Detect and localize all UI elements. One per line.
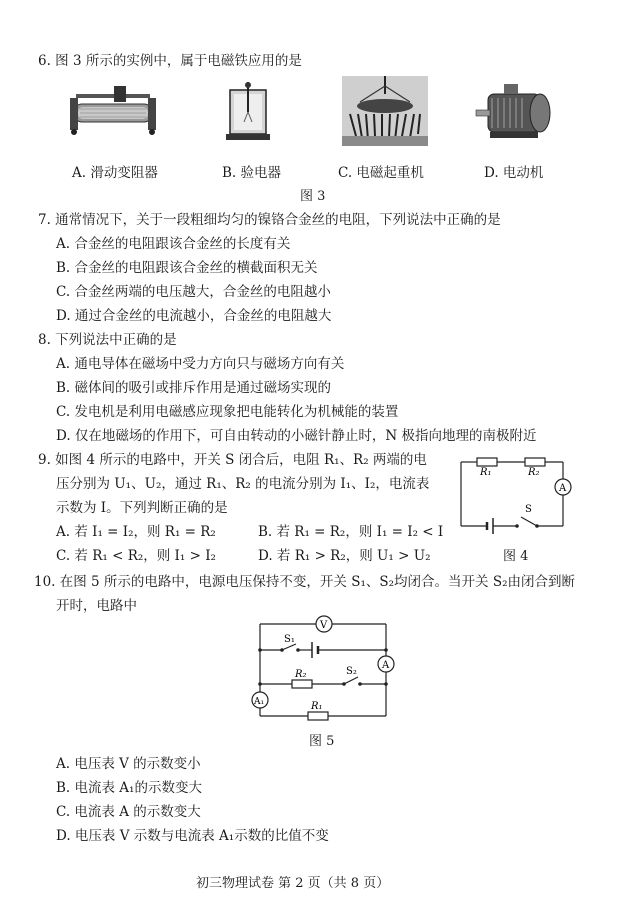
q6-option-c: C. 电磁起重机 — [338, 165, 424, 181]
q7-option-d: D. 通过合金丝的电流越小，合金丝的电阻越大 — [56, 308, 332, 324]
q10-stem-line2: 开时，电路中 — [56, 598, 137, 614]
q10-option-c: C. 电流表 A 的示数变大 — [56, 804, 201, 820]
q6-option-b: B. 验电器 — [222, 165, 282, 181]
label-r2: R₂ — [295, 669, 307, 680]
q8-option-d: D. 仅在地磁场的作用下，可自由转动的小磁针静止时，N 极指向地理的南极附近 — [56, 428, 537, 444]
figure-3-caption: 图 3 — [300, 189, 326, 204]
rheostat-image — [68, 82, 158, 140]
q9-option-c: C. 若 R₁ < R₂，则 I₁ > I₂ — [56, 548, 216, 564]
q8-option-a: A. 通电导体在磁场中受力方向只与磁场方向有关 — [56, 356, 345, 372]
q10-stem-line1: 10. 在图 5 所示的电路中，电源电压保持不变，开关 S₁、S₂均闭合。当开关 S₂由闭合到断 — [34, 574, 575, 590]
q10-option-b: B. 电流表 A₁的示数变大 — [56, 780, 202, 796]
figure-5-circuit — [250, 614, 400, 726]
label-s1: S₁ — [284, 634, 295, 645]
q8-option-b: B. 磁体间的吸引或排斥作用是通过磁场实现的 — [56, 380, 332, 396]
q8-option-c: C. 发电机是利用电磁感应现象把电能转化为机械能的装置 — [56, 404, 399, 420]
electromagnetic-crane-image — [342, 76, 428, 146]
q9-option-d: D. 若 R₁ > R₂，则 U₁ > U₂ — [258, 548, 431, 564]
label-ammeter-a1: A₁ — [254, 697, 265, 707]
q9-option-b: B. 若 R₁ = R₂，则 I₁ = I₂ < I — [258, 524, 444, 540]
electroscope-image — [226, 82, 270, 142]
q7-option-a: A. 合金丝的电阻跟该合金丝的长度有关 — [56, 236, 291, 252]
label-r1: R₁ — [480, 467, 492, 478]
resistor-r2 — [525, 458, 545, 466]
label-r1: R₁ — [311, 701, 323, 712]
q6-option-a: A. 滑动变阻器 — [72, 165, 158, 181]
q9-stem-line3: 示数为 I。下列判断正确的是 — [56, 500, 228, 516]
resistor-r2 — [292, 680, 312, 688]
q9-stem-line1: 9. 如图 4 所示的电路中，开关 S 闭合后，电阻 R₁、R₂ 两端的电 — [38, 452, 427, 468]
label-ammeter: A — [559, 483, 567, 494]
q7-option-b: B. 合金丝的电阻跟该合金丝的横截面积无关 — [56, 260, 318, 276]
q9-stem-line2: 压分别为 U₁、U₂，通过 R₁、R₂ 的电流分别为 I₁、I₂，电流表 — [56, 476, 430, 492]
q7-stem: 7. 通常情况下，关于一段粗细均匀的镍铬合金丝的电阻，下列说法中正确的是 — [38, 212, 501, 228]
q6-option-d: D. 电动机 — [484, 165, 544, 181]
label-switch: S — [525, 504, 532, 515]
figure-4-caption: 图 4 — [503, 549, 529, 564]
q7-option-c: C. 合金丝两端的电压越大，合金丝的电阻越小 — [56, 284, 331, 300]
q10-option-a: A. 电压表 V 的示数变小 — [56, 756, 201, 772]
figure-4-circuit — [455, 452, 580, 540]
resistor-r1 — [477, 458, 497, 466]
page-footer: 初三物理试卷 第 2 页（共 8 页） — [196, 876, 390, 891]
resistor-r1 — [308, 712, 328, 720]
label-ammeter-a: A — [382, 660, 390, 671]
q9-option-a: A. 若 I₁ = I₂，则 R₁ = R₂ — [56, 524, 216, 540]
switch-s2 — [344, 677, 358, 684]
q6-stem: 6. 图 3 所示的实例中，属于电磁铁应用的是 — [38, 53, 302, 69]
q8-stem: 8. 下列说法中正确的是 — [38, 332, 177, 348]
switch-s — [521, 517, 537, 526]
label-voltmeter: V — [320, 620, 328, 631]
q10-option-d: D. 电压表 V 示数与电流表 A₁示数的比值不变 — [56, 828, 329, 844]
figure-5-caption: 图 5 — [309, 734, 335, 749]
electric-motor-image — [474, 82, 554, 142]
label-r2: R₂ — [528, 467, 540, 478]
label-s2: S₂ — [346, 666, 357, 677]
